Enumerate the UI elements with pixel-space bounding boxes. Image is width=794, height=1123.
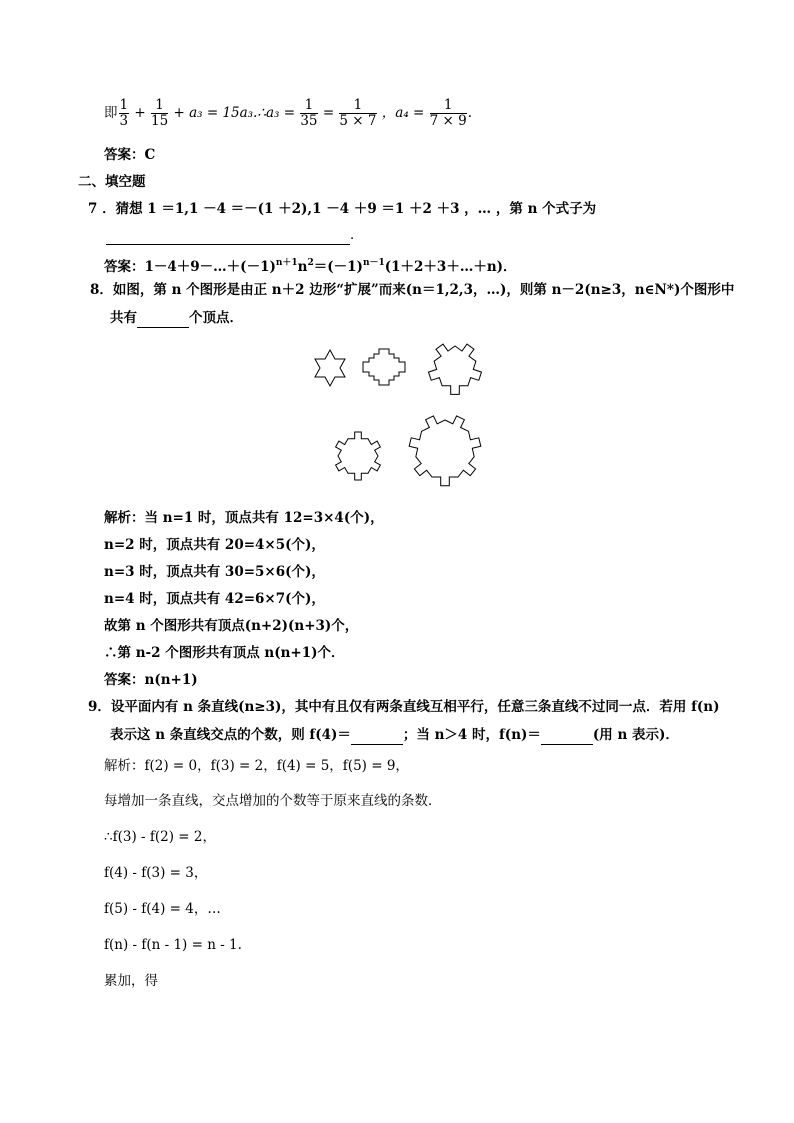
question-9: 9．设平面内有 n 条直线(n≥3)，其中有且仅有两条直线互相平行，任意三条直线不过同一点．若用 f(n) bbox=[88, 699, 720, 715]
pent-outline bbox=[429, 344, 482, 394]
fraction-1-3: $\frac{1}{3}$ bbox=[119, 97, 129, 129]
hexagram-icon bbox=[315, 350, 345, 386]
expansion-figures bbox=[300, 330, 500, 500]
answer-blank[interactable] bbox=[137, 309, 189, 328]
expanded-heptagon-icon bbox=[409, 416, 481, 486]
hex-outline bbox=[336, 432, 381, 480]
expanded-hexagon-icon bbox=[336, 432, 381, 480]
solution-9-line-2: 每增加一条直线，交点增加的个数等于原来直线的条数． bbox=[104, 793, 442, 809]
solution-9-line-4: f(4) - f(3) = 3， bbox=[104, 865, 208, 881]
solution-8-line-4: n=4 时，顶点共有 42=6×7(个)， bbox=[104, 591, 325, 607]
question-7-blank-line: ． bbox=[106, 226, 364, 245]
fraction-1-5x7: $\frac{1}{5 \times 7}$ bbox=[339, 97, 377, 129]
hept-outline bbox=[409, 416, 481, 486]
solution-line-fractions: 即 $\frac{1}{3}$ + $\frac{1}{15}$ + a₃ = 15a₃.∴a₃ = $\frac{1}{35}$ = $\frac{1}{5 \times 7}$ ，a₄ = $\frac{1}{7 \times 9}$ . bbox=[104, 97, 473, 129]
answer-7: 答案：$1-4+9-\dots+(-1)^{n+1}n^2=(-1)^{n-1}(1+2+3+\dots+n)$． bbox=[104, 258, 517, 275]
answer-8: 答案：n(n+1) bbox=[104, 672, 198, 688]
solution-9-line-6: f(n) - f(n - 1) = n - 1. bbox=[104, 937, 242, 953]
solution-8-line-6: ∴第 n-2 个图形共有顶点 n(n+1)个． bbox=[104, 645, 345, 661]
solution-9-line-3: ∴f(3) - f(2) = 2， bbox=[104, 829, 216, 845]
fraction-1-35: $\frac{1}{35}$ bbox=[300, 97, 318, 129]
fraction-1-7x9: $\frac{1}{7 \times 9}$ bbox=[429, 97, 467, 129]
solution-9-line-7: 累加，得 bbox=[104, 973, 158, 989]
answer-6: 答案：C bbox=[104, 147, 156, 163]
answer-blank-fn[interactable] bbox=[541, 726, 593, 745]
fraction-1-15: $\frac{1}{15}$ bbox=[151, 97, 169, 129]
solution-8-line-5: 故第 n 个图形共有顶点(n+2)(n+3)个， bbox=[104, 618, 359, 634]
solution-8-line-1: 解析：当 n=1 时，顶点共有 12=3×4(个)， bbox=[104, 510, 384, 526]
answer-blank[interactable] bbox=[106, 226, 350, 245]
solution-8-line-2: n=2 时，顶点共有 20=4×5(个)， bbox=[104, 537, 325, 553]
question-7: 7 ．猜想 1 ＝1,1 －4 ＝－(1 ＋2),1 －4 ＋9 ＝1 ＋2 ＋3 ，… ，第 n 个式子为 bbox=[88, 201, 597, 217]
solution-9-line-5: f(5) - f(4) = 4，… bbox=[104, 901, 221, 917]
question-8-line2: 共有 个顶点． bbox=[110, 310, 243, 326]
expanded-square-icon bbox=[363, 349, 405, 385]
question-9-line2: 表示这 n 条直线交点的个数，则 f(4)＝ ；当 n＞4 时，f(n)＝ (用 n 表示)． bbox=[110, 727, 679, 743]
question-8: 8．如图，第 n 个图形是由正 n＋2 边形“扩展”而来(n＝1,2,3，…)，则第 n－2(n≥3，n∈N*)个图形中 bbox=[90, 282, 735, 298]
section-heading-fill-blank: 二、填空题 bbox=[78, 174, 146, 190]
solution-9-line-1: 解析：f(2) = 0，f(3) = 2，f(4) = 5，f(5) = 9， bbox=[104, 758, 409, 774]
solution-8-line-3: n=3 时，顶点共有 30=5×6(个)， bbox=[104, 564, 325, 580]
answer-blank-f4[interactable] bbox=[351, 726, 403, 745]
expanded-pentagon-icon bbox=[429, 344, 482, 394]
